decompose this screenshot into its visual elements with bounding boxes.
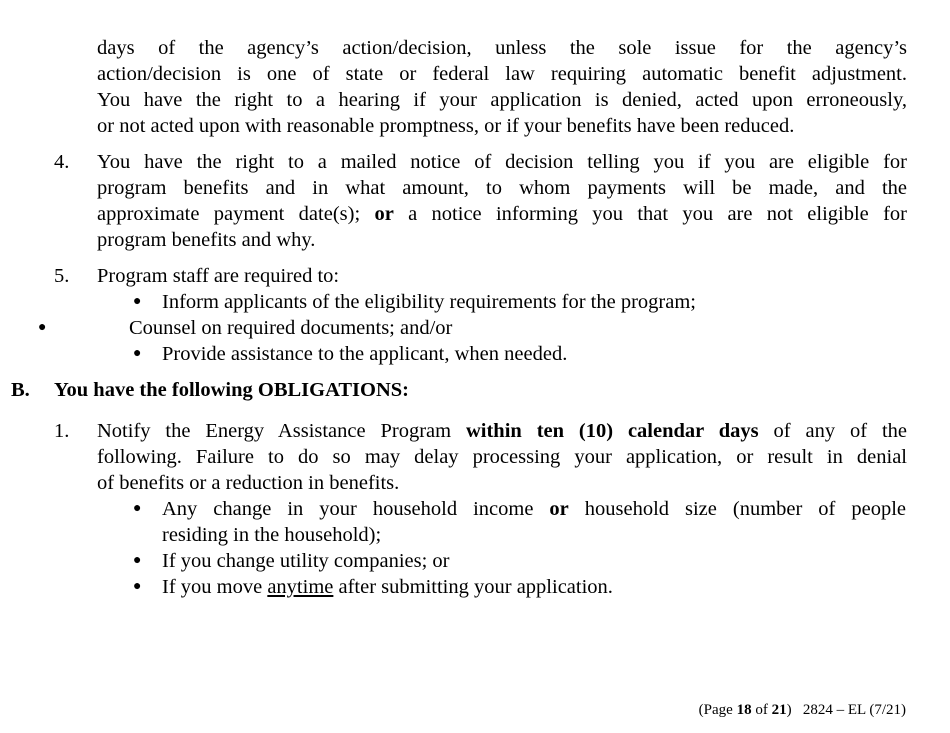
paragraph-line: or not acted upon with reasonable promptness, or if your benefits have been reduced. <box>97 115 795 137</box>
page-total: 21 <box>771 702 787 718</box>
footer-close: ) <box>786 702 792 718</box>
form-id: 2824 – EL (7/21) <box>802 702 906 718</box>
paragraph-line: program benefits and why. <box>97 229 316 251</box>
list-item-continuation: residing in the household); <box>162 524 382 546</box>
list-item: Counsel on required documents; and/or <box>129 317 453 339</box>
text-run: after submitting your application. <box>333 576 613 598</box>
section-heading: You have the following OBLIGATIONS: <box>54 379 410 401</box>
emphasis-or: or <box>549 498 569 520</box>
emphasis-anytime: anytime <box>267 576 334 598</box>
list-number: 4. <box>54 151 70 173</box>
emphasis-deadline: within ten (10) calendar days <box>465 420 759 442</box>
text-run: Any change in your household income <box>162 498 550 520</box>
emphasis-or: or <box>374 203 394 225</box>
text-run: approximate payment date(s); <box>97 203 375 225</box>
paragraph-line: of benefits or a reduction in benefits. <box>97 472 400 494</box>
paragraph-line <box>97 418 907 444</box>
paragraph-line: following. Failure to do so may delay processing your application, or result in denial <box>97 446 907 468</box>
bullet-icon: ● <box>133 346 142 361</box>
list-number: 1. <box>54 420 70 442</box>
paragraph-line: You have the right to a mailed notice of decision telling you if you are eligible for <box>97 151 907 173</box>
bullet-icon: ● <box>133 553 142 568</box>
page-footer <box>0 700 906 720</box>
text-run: of any of the <box>758 420 908 442</box>
text-run: If you move <box>162 576 268 598</box>
list-item <box>162 574 613 600</box>
text-run: a notice informing you that you are not eligible for <box>393 203 907 225</box>
bullet-icon: ● <box>38 320 47 335</box>
bullet-icon: ● <box>133 579 142 594</box>
paragraph-line: program benefits and in what amount, to whom payments will be made, and the <box>97 177 907 199</box>
text-run: Notify the Energy Assistance Program <box>97 420 466 442</box>
paragraph-line: You have the right to a hearing if your application is denied, acted upon erroneously, <box>97 89 907 111</box>
list-item: Inform applicants of the eligibility requirements for the program; <box>162 291 696 313</box>
paragraph-line: action/decision is one of state or federal law requiring automatic benefit adjustment. <box>97 63 907 85</box>
list-item <box>162 496 906 522</box>
text-run: household size (number of people <box>568 498 907 520</box>
paragraph-line: Program staff are required to: <box>97 265 340 287</box>
list-item: Provide assistance to the applicant, when needed. <box>162 343 568 365</box>
footer-open: (Page <box>698 702 737 718</box>
section-letter: B. <box>11 379 30 401</box>
list-item: If you change utility companies; or <box>162 550 450 572</box>
bullet-icon: ● <box>133 501 142 516</box>
paragraph-line <box>97 201 907 227</box>
bullet-icon: ● <box>133 294 142 309</box>
footer-of: of <box>751 702 772 718</box>
paragraph-line: days of the agency’s action/decision, unless the sole issue for the agency’s <box>97 37 907 59</box>
list-number: 5. <box>54 265 70 287</box>
page-number: 18 <box>736 702 752 718</box>
